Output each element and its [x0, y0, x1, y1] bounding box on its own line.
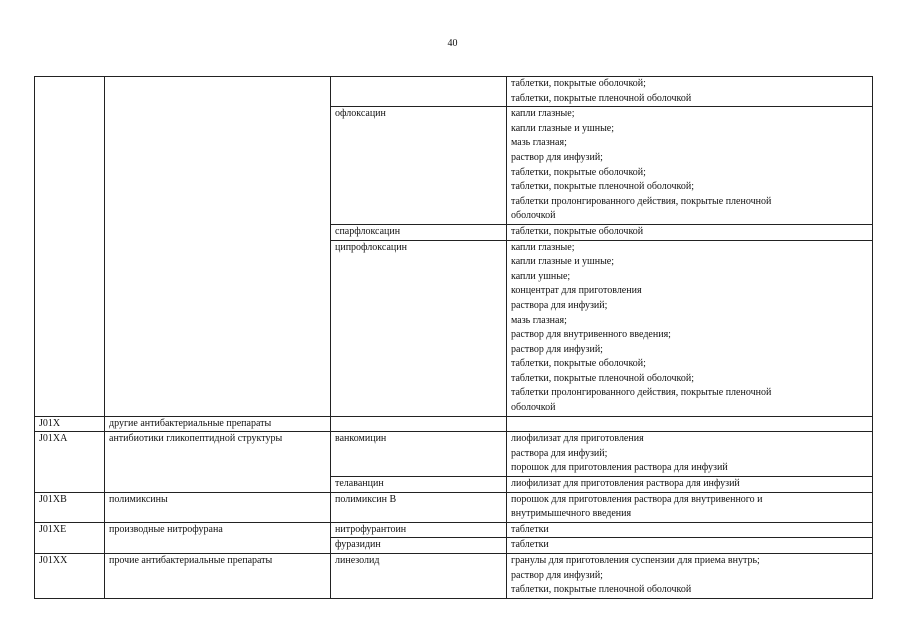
- table-row: [35, 492, 873, 522]
- table-row: [35, 522, 873, 538]
- drug-cell: спарфлоксацин: [331, 224, 507, 240]
- drug-cell: [331, 77, 507, 107]
- group-cell: другие антибактериальные препараты: [105, 416, 331, 432]
- forms-cell: [507, 477, 873, 493]
- atc-code-cell: J01X: [35, 416, 105, 432]
- form-line: таблетки пролонгированного действия, покрытые пленочной: [511, 195, 772, 207]
- atc-code-cell: J01XE: [35, 522, 105, 553]
- form-line: капли ушные;: [511, 270, 571, 282]
- form-line: мазь глазная;: [511, 137, 567, 149]
- drug-table: [34, 76, 873, 599]
- forms-cell: [507, 492, 873, 522]
- form-line: порошок для приготовления раствора для инфузий: [511, 462, 728, 474]
- form-line: таблетки пролонгированного действия, покрытые пленочной: [511, 387, 772, 399]
- drug-cell: линезолид: [331, 554, 507, 599]
- form-line: оболочкой: [511, 402, 556, 414]
- form-line: гранулы для приготовления суспензии для приема внутрь;: [511, 555, 760, 566]
- form-line: лиофилизат для приготовления раствора для инфузий: [511, 478, 740, 490]
- forms-cell: [507, 554, 873, 599]
- drug-cell: ванкомицин: [331, 432, 507, 477]
- forms-cell: [507, 416, 873, 432]
- form-line: мазь глазная;: [511, 314, 567, 326]
- form-line: таблетки, покрытые пленочной оболочкой;: [511, 181, 695, 193]
- form-line: таблетки, покрытые пленочной оболочкой;: [511, 372, 695, 384]
- atc-code-cell: J01XA: [35, 432, 105, 492]
- form-line: раствор для внутривенного введения;: [511, 329, 671, 341]
- drug-cell: фуразидин: [331, 538, 507, 554]
- atc-code-cell: [35, 77, 105, 417]
- group-cell: антибиотики гликопептидной структуры: [105, 432, 331, 492]
- form-line: таблетки, покрытые пленочной оболочкой: [511, 92, 692, 104]
- atc-code-cell: J01XB: [35, 492, 105, 522]
- form-line: внутримышечного введения: [511, 508, 632, 520]
- form-line: порошок для приготовления раствора для внутривенного и: [511, 493, 763, 505]
- page-number: 40: [447, 38, 458, 49]
- form-line: таблетки, покрытые пленочной оболочкой: [511, 584, 692, 596]
- group-cell: прочие антибактериальные препараты: [105, 554, 331, 599]
- atc-code-cell: J01XX: [35, 554, 105, 599]
- forms-cell: [507, 432, 873, 477]
- table-row: [35, 416, 873, 432]
- form-line: таблетки: [511, 539, 549, 551]
- form-line: таблетки: [511, 523, 549, 535]
- form-line: раствор для инфузий;: [511, 151, 603, 163]
- form-line: капли глазные и ушные;: [511, 256, 615, 268]
- forms-cell: [507, 107, 873, 225]
- form-line: таблетки, покрытые оболочкой;: [511, 358, 646, 370]
- form-line: таблетки, покрытые оболочкой;: [511, 78, 646, 89]
- group-cell: [105, 77, 331, 417]
- form-line: раствора для инфузий;: [511, 447, 608, 459]
- table-row: [35, 554, 873, 599]
- drug-cell: нитрофурантоин: [331, 522, 507, 538]
- form-line: раствор для инфузий;: [511, 343, 603, 355]
- drug-cell: ципрофлоксацин: [331, 240, 507, 416]
- form-line: капли глазные;: [511, 241, 575, 253]
- form-line: концентрат для приготовления: [511, 285, 642, 297]
- forms-cell: [507, 522, 873, 538]
- form-line: капли глазные;: [511, 108, 575, 120]
- forms-cell: [507, 77, 873, 107]
- forms-cell: [507, 224, 873, 240]
- forms-cell: [507, 538, 873, 554]
- form-line: раствора для инфузий;: [511, 299, 608, 311]
- group-cell: полимиксины: [105, 492, 331, 522]
- form-line: раствор для инфузий;: [511, 569, 603, 581]
- drug-cell: [331, 416, 507, 432]
- form-line: таблетки, покрытые оболочкой: [511, 225, 644, 237]
- form-line: лиофилизат для приготовления: [511, 433, 644, 445]
- form-line: оболочкой: [511, 210, 556, 222]
- drug-cell: телаванцин: [331, 477, 507, 493]
- table-row: [35, 432, 873, 477]
- form-line: капли глазные и ушные;: [511, 122, 615, 134]
- form-line: таблетки, покрытые оболочкой;: [511, 166, 646, 178]
- forms-cell: [507, 240, 873, 416]
- drug-cell: офлоксацин: [331, 107, 507, 225]
- table-row: [35, 77, 873, 107]
- drug-cell: полимиксин В: [331, 492, 507, 522]
- group-cell: производные нитрофурана: [105, 522, 331, 553]
